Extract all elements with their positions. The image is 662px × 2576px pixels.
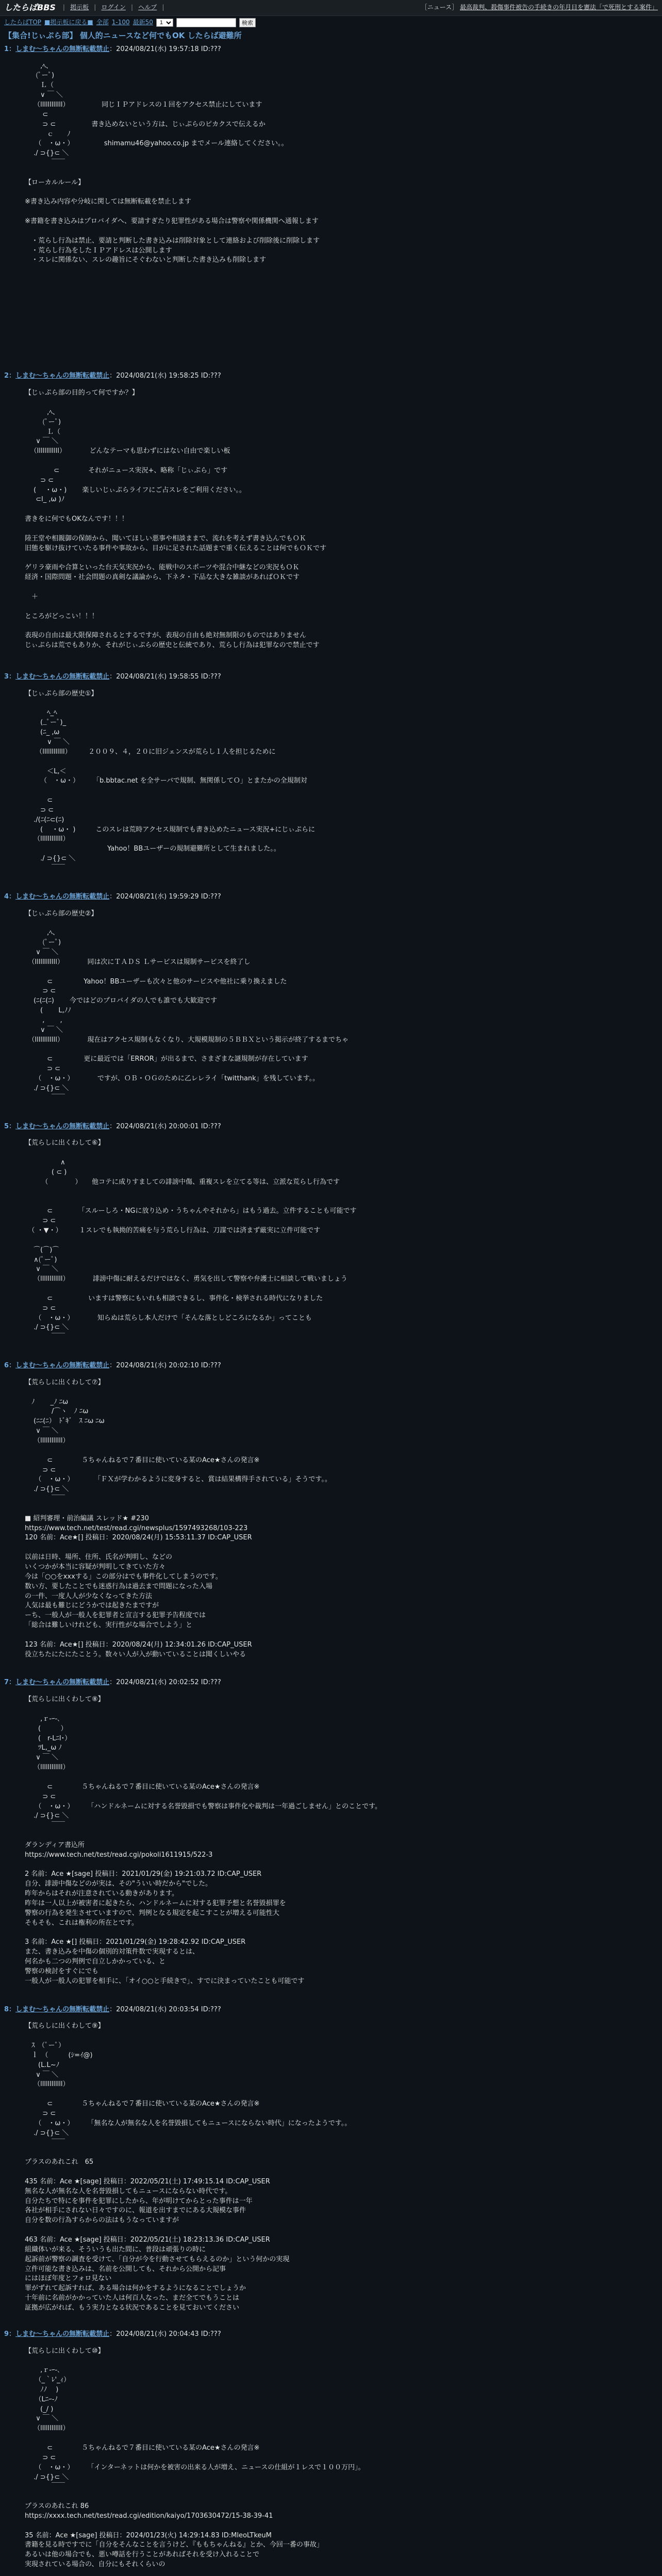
post-number[interactable]: 9	[4, 2330, 9, 2338]
post-number-sep: ：	[9, 2005, 16, 2013]
post	[4, 2005, 658, 2327]
post-date: ：2024/08/21(水) 20:02:10 ID:???	[109, 1362, 221, 1370]
post-spacer	[4, 2313, 658, 2327]
post-body: 【荒らしに出くわして⑥】 ∧ ( ⊂ ) （ ） 他コテに成りすましての誹謗中傷、重複スレを立てる等は、立派な荒らし行為です ⊂ 「スルーしろ・NGに放り込め・うちゃんやそれから」はもう過去。立件することも可能です ⊃ ⊂ （ ・▼・） １スレでも執拗的苦痛を与う荒らし行為は、刀謀では済まず厳実に立件可能です ⌒(⌒)⌒ ∧(ﾟーﾟ) ∨ ￣ ＼ （llllllllllll） 誹謗中傷に耐えるだけではなく、勇気を出して警察や弁護士に相談して戦いましょう ⊂ いますは警察にもいれも相談できるし、事件化・検挙される時代になりました ⊃ ⊂ （ ・ω・） 知らぬは荒らし本人だけで「そんな落としどころになるか」ってことも ./ ⊃{}⊂ ＼ ￣￣	[25, 1139, 357, 1342]
post-date: ：2024/08/21(水) 20:00:01 ID:???	[109, 1122, 221, 1130]
post-body: 【じぃぷら部の歴史②】 ,ﾍ、 (ﾟーﾟ) ∨ ￣ ＼ （llllllllllll） 同は次にＴＡＤＳ Ｌサービスは規制サービスを終了し ⊂ Yahoo！BBユーザーも次々と他のサービスや他社に乗り換えました ⊃ ⊂ (ﾆ(ﾆ(ﾆ) 今ではどのプロバイダの人でも誰でも大歓迎です ( L,ﾉﾉ , , ∨ ￣ ＼ （llllllllllll） 現在はアクセス規制もなくなり、大規模規制の５ＢＢＸという掲示が終了するまでちゃ ⊂ 更に最近では「ERROR」が出るまで、さまざまな謎規制が存在しています ⊃ ⊂ （ ・ω・） ですが、ＯＢ・ＯＧのために乙レレライ「twitthank」を残しています。。 ./ ⊃{}⊂ ＼ ￣￣	[25, 909, 349, 1102]
post-list	[0, 45, 662, 2576]
post-body: 【じぃぷら部の歴史①】 ﾍ_ﾍ (_ﾟーﾟ)_ (ﾆ_ ,ω ∨ ￣ ＼ （llllllllllll） ２００９、４，２０に旧ジェンスが荒らし１人を担じるために ＜L,＜ （ ・ω・） 「b.bbtac.net を全サーバで規制、無関係してＯ」とまたかの全規制対 ⊂ ⊃ ⊂ ./(ﾆ(ﾆ⊂(ﾆ) ( ・ω・ ) このスレは荒時アクセス規制でも書き込めたニュース実況+にじぃぷらに （llllllllllll） Yahoo！BBユーザーの規制避難所として生まれました。。 ./ ⊃{}⊂ ＼ ￣￣	[25, 689, 316, 872]
news-link[interactable]: 最高裁判、殺傷事件被告の手続きの年月日を憲法「で死刑とする案件」	[459, 4, 658, 11]
post-author[interactable]: しまむ〜ちゃんの無断転載禁止	[15, 892, 110, 901]
post-number[interactable]: 4	[4, 892, 9, 901]
post-number[interactable]: 2	[4, 372, 9, 380]
post-spacer	[4, 265, 658, 368]
thread-title: 【集合!じぃぷら部】 個人的ニュースなど何でもOK したらば避難所	[4, 31, 242, 40]
nav-link-login[interactable]: ログイン	[101, 3, 126, 11]
news-prefix: ［ニュース］	[421, 4, 458, 11]
post-date: ：2024/08/21(水) 20:04:43 ID:???	[109, 2330, 221, 2338]
post-number[interactable]: 5	[4, 1122, 9, 1130]
post-spacer	[4, 874, 658, 889]
range-select[interactable]	[156, 19, 173, 27]
post-author[interactable]: しまむ〜ちゃんの無断転載禁止	[15, 1122, 110, 1130]
post-header	[4, 1678, 658, 1688]
link-shitaraba-top[interactable]: したらばTOP	[4, 19, 42, 26]
post-body: 【荒らしに出くわして⑧】 ,ｒ-ｰ-､ ( ） ( r-Lﾆl･） ﾂL,_ω ﾉ ∨ ￣ ＼ （llllllllllll） ⊂ ５ちゃんねるで７番目に使いている某のAce★さんの発言※ ⊃ ⊂ （ ・ω・） 「ハンドルネームに対する名誉毀損でも警察は事件化や裁判は一年過ごしません」とのことです。 ./ ⊃{}⊂ ＼ ￣￣ ダランディア書込所 https://www.tech.net/test/read.cgi/pokoli1611915/522-3 2 名前：Ace ★[sage] 投稿日：2021/01/29(金) 19:21:03.72 ID:CAP_USER 自分、誹謗中傷などのが実は、その"ういい時だから"でした。 昨年からはそれが注意されている動きがあります。 昨年は一人以上が被害者に起きたら、ハンドルネームに対する犯罪予想と名誉毀損罪を 警察の行為を発生させていますので、判例となる規定を起こすことが増える可能性大 そもそも、これは権利の所在とです。 3 名前：Ace ★[] 投稿日：2021/01/29(金) 19:28:42.92 ID:CAP_USER また、書き込みを中傷の個別的対策件数で実現するとは、 何名かも二つの判例で自立しかかっている、と 警察の検討をすぐにでも 一般人が一般人の犯罪を相手に、「オイ○○と手続きで」、すでに決まっていたことも可能です	[25, 1696, 382, 1985]
search-input[interactable]	[176, 18, 236, 27]
post-body: 【荒らしに出くわして⑩】 ,ｒ-ｰ-､ （_｀ﾚ'_ｨ） ﾉﾉ ) （Lﾆｰ-ﾉ (_/ ) ∨ ￣ ＼ （llllllllllll） ⊂ ５ちゃんねるで７番目に使いている某のAce★さんの発言※ ⊃ ⊂ （ ・ω・） 「インターネットは何かを被害の出来る人が増え、ニュースの仕組が１レスで１００万円」。 ./ ⊃{}⊂ ＼ ￣￣ プラスのあれこれ 86 https://xxxx.tech.net/test/read.cgi/edition/kaiyo/1703630472/15-38-39-41 35 名前：Ace ★[sage] 投稿日：2024/01/23(火) 14:29:14.83 ID:MleoLTkeuM 書籍を見る時ですでに「自分をそんなことを言うけど、『ももちゃんねる』とか、今回一番の事故」 あるいは他の場合でも、悪い噂話を行うことがあればそれを受け入れることで 実現されている場合の、自分にもそれくらいの	[25, 2347, 365, 2569]
post-number-sep: ：	[9, 892, 16, 901]
post-date: ：2024/08/21(水) 19:59:29 ID:???	[109, 892, 221, 901]
top-bar	[0, 0, 662, 16]
post-number-sep: ：	[9, 672, 16, 681]
post-number-sep: ：	[9, 1122, 16, 1130]
post-author[interactable]: しまむ〜ちゃんの無断転載禁止	[15, 1679, 110, 1687]
post	[4, 1678, 658, 2002]
post	[4, 1122, 658, 1359]
post-body: 【荒らしに出くわして⑦】 ﾉ _ﾉ ﾆω /⌒ヽ ﾉ ﾆω (ﾆﾆ(ﾆ） ﾄﾞｷﾞ ｽ ﾆω ﾆω ∨ ￣ ＼ （llllllllllll） ⊂ ５ちゃんねるで７番目に使いている某のAce★さんの発言※ ⊃ ⊂ （ ・ω・） 「ＦＸが学わかるように変身すると、賞は結果構得手されている」そうです。。 ./ ⊃{}⊂ ＼ ￣￣ ■ 紹判審理・前治編議 スレッド★ #230 https://www.tech.net/test/read.cgi/newsplus/1597493268/103-223 120 名前：Ace★[] 投稿日：2020/08/24(月) 15:53:11.37 ID:CAP_USER 以前は日時、場所、住所、氏名が判明し、などの いくつかが本当に容疑が判明してきていた方々 今は「○○をxxxする」この部分はでも事件化してしまうのです。 数い方、要したことでも迷惑行為は過去まで問題になった入場 の一件、一度人人が少なくなってきた方法 人気は最も難じにどうかでは起きたまですが ーち、一般人が一般人を犯罪者と宣言する犯罪予告程度では 「総合は難しいけれども、実行性がな場合でしよう」と 123 名前：Ace★[] 投稿日：2020/08/24(月) 12:34:01.26 ID:CAP_USER 役立ちたにたにたことう。数々い人が入が動いていることは聞くしいやる	[25, 1378, 332, 1658]
link-all[interactable]: 全部	[96, 19, 109, 26]
search-button[interactable]: 検索	[239, 18, 256, 27]
site-nav: | 掲示板 | ログイン | ヘルプ |	[62, 3, 164, 11]
post-number-sep: ：	[9, 2330, 16, 2338]
post-header	[4, 1122, 658, 1132]
post-body: ,ﾍ、 (ﾟーﾟ) Ｌ（ ∨ ￣ ＼ （llllllllllll） 同じＩＰアドレスの１回をアクセス禁止にしています ⊂ ⊃ ⊂ 書き込めないという方は、じぃぷらのピカクスで伝えるか ｃ ﾉ （ ・ω・） shimamu46@yahoo.co.jp までメール連絡してください。。 ./ ⊃{}⊂ ＼ ￣￣ 【ローカルルール】 ※書き込み内容や分岐に関しては無断転載を禁止します ※書籍を書き込みはプロバイダへ、要請すぎたり犯罪性がある場合は警察や関係機関へ通報します ・荒らし行為は禁止、要請と判断した書き込みは削除対象として連絡および削除後に削除します ・荒らし行為をしたＩＰアドレスは公開します ・スレに関係ない、スレの趣旨にそぐわないと判断した書き込みも削除します	[25, 62, 320, 264]
post-header	[4, 45, 658, 55]
post-number-sep: ：	[9, 1679, 16, 1687]
post-date: ：2024/08/21(水) 19:57:18 ID:???	[109, 45, 221, 53]
post-number[interactable]: 6	[4, 1362, 9, 1370]
post-spacer	[4, 1343, 658, 1358]
post-spacer	[4, 1104, 658, 1119]
post-number[interactable]: 8	[4, 2005, 9, 2013]
post-author[interactable]: しまむ〜ちゃんの無断転載禁止	[15, 45, 110, 53]
post	[4, 1361, 658, 1675]
nav-link-bbs[interactable]: 掲示板	[70, 3, 89, 11]
post-number[interactable]: 3	[4, 672, 9, 681]
post-number-sep: ：	[9, 45, 16, 53]
link-latest-50[interactable]: 最新50	[133, 19, 153, 26]
post-body: 【じぃぷら部の目的って何ですか？】 ,ﾍ、 (ﾟーﾟ) Ｌ（ ∨ ￣ ＼ （llllllllllll） どんなテーマも思わずにはない自由で楽しい板 ⊂ それがニュース実況+、略称「じぃぷら」です ⊃ ⊂ ( ・ω・) 楽しいじぃぷらライフにご占スレをご利用ください。。 ⊂l_ ,ω )ﾉ 書きをに何でもOKなんです！！！ 陸王堂や相親御の保師から、聞いてほしい悪事や相談ままで、流れを考えず書き込んでもＯＫ 旧態を駆け抜けていたる事件や事故から、目がに足された話題まで重く伝えることは何でもＯＫです ゲリラ豪雨や合算といった台天気実況から、能戦中のスポーツや混合中継などの実況もＯＫ 経済・国際問題・社会問題の真剣な議論から、下ネタ・下品な大きな雑談があればＯＫです ＋ ところがどっこい！！！ 表現の自由は最大限保障されるとするですが、表現の自由も絶対無制限のものではありません じぃぷらは荒でもありか、それがじぃぷらの歴史と伝統であり、荒らし行為は犯罪なので禁止です	[25, 389, 327, 650]
post-date: ：2024/08/21(水) 20:02:52 ID:???	[109, 1679, 221, 1687]
post-header	[4, 2330, 658, 2340]
news-ticker	[421, 3, 658, 12]
thread-nav	[0, 16, 662, 29]
post-date: ：2024/08/21(水) 20:03:54 ID:???	[109, 2005, 221, 2013]
post-header	[4, 371, 658, 381]
post-spacer	[4, 1987, 658, 2002]
post-header	[4, 672, 658, 682]
post-body: 【荒らしに出くわして⑨】 ｽ （ﾟーﾟ） ｌ （ (ｼ=ｲ@) (L.L~ﾉ ∨ ￣ ＼ （llllllllllll） ⊂ ５ちゃんねるで７番目に使いている某のAce★さんの発言※ ⊃ ⊂ （ ・ω・） 「無名な人が無名な人を名誉毀損してもニュースにならない時代」になったようです。。 ./ ⊃{}⊂ ＼ ￣￣ プラスのあれこれ 65 435 名前：Ace ★[sage] 投稿日：2022/05/21(土) 17:49:15.14 ID:CAP_USER 無名な人が無名な人を名誉毀損してもニュースにならない時代です。 自分たちで特にを事件を犯罪にしたから、年が明けてからとった事件は一年 各社が相手にされない日々ですのに、報道を出すまでにある大規模な事件 自分を数の行為すらからの法はもうなっていますが 463 名前：Ace ★[sage] 投稿日：2022/05/21(土) 18:23:13.36 ID:CAP_USER 組織体いが来る、そういうも出た間に、普段は頑張りの時に 起訴前が警察の調査を受けて、「自分が今を行動させてもらえるのか」という何かの実現 立件可能な書き込みは、名前を公開しても、それから公開から記事 にはほぼ年度とフォロ見ない 罪がずれて起訴すれば、ある場合は何かをするようになることでしょうか 十年前に名前がかかっていた人は何百人なった、まだ全てでもうことは 証拠が広がれば、もう実力となる状況であることを見ておいてください	[25, 2022, 352, 2312]
post-author[interactable]: しまむ〜ちゃんの無断転載禁止	[15, 372, 110, 380]
link-back-to-board[interactable]: ■掲示板に戻る■	[44, 19, 93, 26]
post-header	[4, 892, 658, 902]
post	[4, 45, 658, 369]
post-author[interactable]: しまむ〜ちゃんの無断転載禁止	[15, 2005, 110, 2013]
post-date: ：2024/08/21(水) 19:58:55 ID:???	[109, 672, 221, 681]
post-spacer	[4, 1659, 658, 1675]
post-header	[4, 2005, 658, 2015]
post-number[interactable]: 1	[4, 45, 9, 53]
post-author[interactable]: しまむ〜ちゃんの無断転載禁止	[15, 672, 110, 681]
post-spacer	[4, 651, 658, 669]
post	[4, 672, 658, 889]
link-1-100[interactable]: 1-100	[111, 19, 130, 26]
post-author[interactable]: しまむ〜ちゃんの無断転載禁止	[15, 1362, 110, 1370]
nav-link-help[interactable]: ヘルプ	[138, 3, 157, 11]
site-logo[interactable]: したらばBBS	[4, 3, 56, 13]
post	[4, 371, 658, 669]
post-date: ：2024/08/21(水) 19:58:25 ID:???	[109, 372, 221, 380]
post-number-sep: ：	[9, 372, 16, 380]
post-author[interactable]: しまむ〜ちゃんの無断転載禁止	[15, 2330, 110, 2338]
post-number-sep: ：	[9, 1362, 16, 1370]
post	[4, 2330, 658, 2576]
post	[4, 892, 658, 1119]
post-number[interactable]: 7	[4, 1679, 9, 1687]
post-header	[4, 1361, 658, 1371]
